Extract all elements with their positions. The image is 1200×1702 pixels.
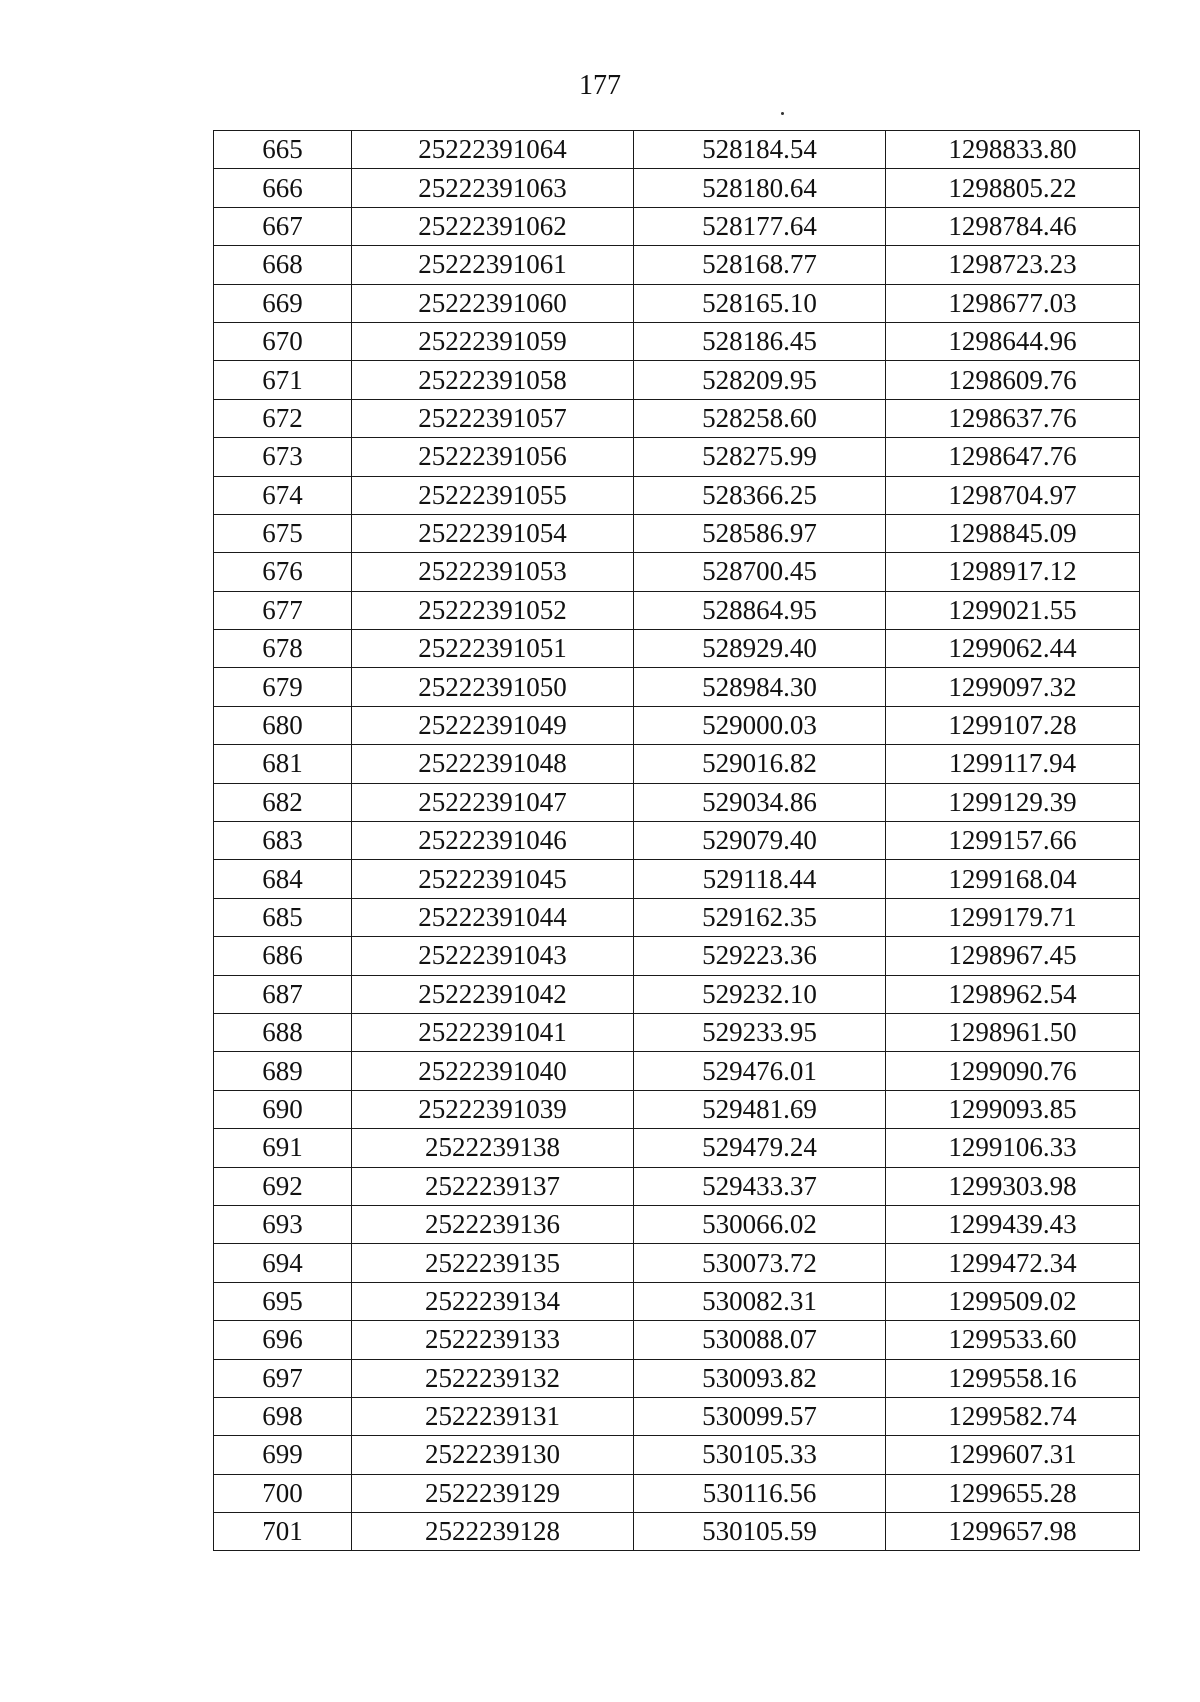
- row-number-cell: 667: [214, 207, 352, 245]
- x-coordinate-cell: 529476.01: [634, 1052, 886, 1090]
- coordinates-table: [213, 130, 1140, 1551]
- row-number-cell: 697: [214, 1359, 352, 1397]
- row-number-cell: 694: [214, 1244, 352, 1282]
- row-number-cell: 676: [214, 553, 352, 591]
- table-row: [214, 1474, 1140, 1512]
- x-coordinate-cell: 528168.77: [634, 246, 886, 284]
- y-coordinate-cell: 1299607.31: [886, 1436, 1140, 1474]
- x-coordinate-cell: 529479.24: [634, 1129, 886, 1167]
- x-coordinate-cell: 530116.56: [634, 1474, 886, 1512]
- y-coordinate-cell: 1299157.66: [886, 822, 1140, 860]
- y-coordinate-cell: 1298723.23: [886, 246, 1140, 284]
- row-number-cell: 670: [214, 322, 352, 360]
- table-row: [214, 514, 1140, 552]
- table-row: [214, 1397, 1140, 1435]
- x-coordinate-cell: 529079.40: [634, 822, 886, 860]
- table-row: [214, 476, 1140, 514]
- x-coordinate-cell: 528929.40: [634, 630, 886, 668]
- y-coordinate-cell: 1299021.55: [886, 591, 1140, 629]
- point-id-cell: 25222391043: [352, 937, 634, 975]
- y-coordinate-cell: 1299129.39: [886, 783, 1140, 821]
- y-coordinate-cell: 1299179.71: [886, 898, 1140, 936]
- table-row: [214, 1321, 1140, 1359]
- table-row: [214, 438, 1140, 476]
- point-id-cell: 2522239138: [352, 1129, 634, 1167]
- point-id-cell: 25222391041: [352, 1013, 634, 1051]
- x-coordinate-cell: 529481.69: [634, 1090, 886, 1128]
- table-row: [214, 783, 1140, 821]
- point-id-cell: 2522239137: [352, 1167, 634, 1205]
- point-id-cell: 25222391047: [352, 783, 634, 821]
- x-coordinate-cell: 529223.36: [634, 937, 886, 975]
- point-id-cell: 25222391046: [352, 822, 634, 860]
- point-id-cell: 25222391044: [352, 898, 634, 936]
- y-coordinate-cell: 1299106.33: [886, 1129, 1140, 1167]
- point-id-cell: 25222391061: [352, 246, 634, 284]
- x-coordinate-cell: 528180.64: [634, 169, 886, 207]
- row-number-cell: 681: [214, 745, 352, 783]
- point-id-cell: 25222391062: [352, 207, 634, 245]
- x-coordinate-cell: 530088.07: [634, 1321, 886, 1359]
- table-row: [214, 1090, 1140, 1128]
- row-number-cell: 700: [214, 1474, 352, 1512]
- x-coordinate-cell: 528186.45: [634, 322, 886, 360]
- point-id-cell: 25222391050: [352, 668, 634, 706]
- table-row: [214, 1013, 1140, 1051]
- point-id-cell: 2522239128: [352, 1513, 634, 1551]
- y-coordinate-cell: 1299062.44: [886, 630, 1140, 668]
- point-id-cell: 25222391057: [352, 399, 634, 437]
- point-id-cell: 25222391052: [352, 591, 634, 629]
- point-id-cell: 25222391059: [352, 322, 634, 360]
- page-number: 177: [579, 70, 621, 101]
- x-coordinate-cell: 528258.60: [634, 399, 886, 437]
- row-number-cell: 691: [214, 1129, 352, 1167]
- point-id-cell: 25222391055: [352, 476, 634, 514]
- row-number-cell: 671: [214, 361, 352, 399]
- y-coordinate-cell: 1299090.76: [886, 1052, 1140, 1090]
- row-number-cell: 685: [214, 898, 352, 936]
- y-coordinate-cell: 1298967.45: [886, 937, 1140, 975]
- x-coordinate-cell: 528177.64: [634, 207, 886, 245]
- table-row: [214, 898, 1140, 936]
- y-coordinate-cell: 1298917.12: [886, 553, 1140, 591]
- table-row: [214, 207, 1140, 245]
- row-number-cell: 668: [214, 246, 352, 284]
- point-id-cell: 25222391049: [352, 706, 634, 744]
- x-coordinate-cell: 528586.97: [634, 514, 886, 552]
- point-id-cell: 2522239132: [352, 1359, 634, 1397]
- y-coordinate-cell: 1299107.28: [886, 706, 1140, 744]
- row-number-cell: 674: [214, 476, 352, 514]
- y-coordinate-cell: 1299509.02: [886, 1282, 1140, 1320]
- table-row: [214, 1436, 1140, 1474]
- y-coordinate-cell: 1298609.76: [886, 361, 1140, 399]
- y-coordinate-cell: 1299655.28: [886, 1474, 1140, 1512]
- y-coordinate-cell: 1298962.54: [886, 975, 1140, 1013]
- point-id-cell: 2522239129: [352, 1474, 634, 1512]
- point-id-cell: 25222391048: [352, 745, 634, 783]
- table-row: [214, 745, 1140, 783]
- table-row: [214, 399, 1140, 437]
- table-row: [214, 706, 1140, 744]
- row-number-cell: 688: [214, 1013, 352, 1051]
- row-number-cell: 673: [214, 438, 352, 476]
- row-number-cell: 669: [214, 284, 352, 322]
- table-row: [214, 591, 1140, 629]
- x-coordinate-cell: 530066.02: [634, 1205, 886, 1243]
- row-number-cell: 672: [214, 399, 352, 437]
- x-coordinate-cell: 530073.72: [634, 1244, 886, 1282]
- point-id-cell: 25222391042: [352, 975, 634, 1013]
- table-row: [214, 1167, 1140, 1205]
- table-row: [214, 284, 1140, 322]
- row-number-cell: 693: [214, 1205, 352, 1243]
- point-id-cell: 25222391054: [352, 514, 634, 552]
- point-id-cell: 25222391039: [352, 1090, 634, 1128]
- point-id-cell: 25222391060: [352, 284, 634, 322]
- point-id-cell: 2522239136: [352, 1205, 634, 1243]
- x-coordinate-cell: 529000.03: [634, 706, 886, 744]
- y-coordinate-cell: 1299117.94: [886, 745, 1140, 783]
- x-coordinate-cell: 529162.35: [634, 898, 886, 936]
- y-coordinate-cell: 1299533.60: [886, 1321, 1140, 1359]
- y-coordinate-cell: 1298704.97: [886, 476, 1140, 514]
- table-row: [214, 1129, 1140, 1167]
- y-coordinate-cell: 1298647.76: [886, 438, 1140, 476]
- point-id-cell: 25222391051: [352, 630, 634, 668]
- x-coordinate-cell: 528209.95: [634, 361, 886, 399]
- row-number-cell: 666: [214, 169, 352, 207]
- row-number-cell: 696: [214, 1321, 352, 1359]
- table-row: [214, 553, 1140, 591]
- y-coordinate-cell: 1299582.74: [886, 1397, 1140, 1435]
- x-coordinate-cell: 528165.10: [634, 284, 886, 322]
- row-number-cell: 682: [214, 783, 352, 821]
- table-row: [214, 361, 1140, 399]
- row-number-cell: 701: [214, 1513, 352, 1551]
- table-row: [214, 1282, 1140, 1320]
- row-number-cell: 699: [214, 1436, 352, 1474]
- table-row: [214, 131, 1140, 169]
- point-id-cell: 2522239133: [352, 1321, 634, 1359]
- x-coordinate-cell: 529118.44: [634, 860, 886, 898]
- x-coordinate-cell: 529016.82: [634, 745, 886, 783]
- table-body: [214, 131, 1140, 1551]
- table-row: [214, 822, 1140, 860]
- x-coordinate-cell: 530093.82: [634, 1359, 886, 1397]
- row-number-cell: 683: [214, 822, 352, 860]
- scan-speck: [781, 112, 784, 115]
- table-row: [214, 1359, 1140, 1397]
- x-coordinate-cell: 529433.37: [634, 1167, 886, 1205]
- x-coordinate-cell: 528864.95: [634, 591, 886, 629]
- y-coordinate-cell: 1298644.96: [886, 322, 1140, 360]
- y-coordinate-cell: 1298961.50: [886, 1013, 1140, 1051]
- y-coordinate-cell: 1299168.04: [886, 860, 1140, 898]
- table-row: [214, 1205, 1140, 1243]
- point-id-cell: 25222391053: [352, 553, 634, 591]
- table-row: [214, 1052, 1140, 1090]
- y-coordinate-cell: 1299097.32: [886, 668, 1140, 706]
- x-coordinate-cell: 529232.10: [634, 975, 886, 1013]
- y-coordinate-cell: 1299439.43: [886, 1205, 1140, 1243]
- y-coordinate-cell: 1299472.34: [886, 1244, 1140, 1282]
- x-coordinate-cell: 528700.45: [634, 553, 886, 591]
- point-id-cell: 25222391058: [352, 361, 634, 399]
- table-row: [214, 322, 1140, 360]
- row-number-cell: 692: [214, 1167, 352, 1205]
- point-id-cell: 25222391040: [352, 1052, 634, 1090]
- table-row: [214, 246, 1140, 284]
- point-id-cell: 25222391045: [352, 860, 634, 898]
- table-row: [214, 1244, 1140, 1282]
- row-number-cell: 686: [214, 937, 352, 975]
- point-id-cell: 2522239131: [352, 1397, 634, 1435]
- x-coordinate-cell: 528275.99: [634, 438, 886, 476]
- point-id-cell: 25222391063: [352, 169, 634, 207]
- y-coordinate-cell: 1298805.22: [886, 169, 1140, 207]
- x-coordinate-cell: 530082.31: [634, 1282, 886, 1320]
- point-id-cell: 2522239130: [352, 1436, 634, 1474]
- table-row: [214, 975, 1140, 1013]
- row-number-cell: 690: [214, 1090, 352, 1128]
- row-number-cell: 677: [214, 591, 352, 629]
- y-coordinate-cell: 1298677.03: [886, 284, 1140, 322]
- x-coordinate-cell: 528366.25: [634, 476, 886, 514]
- x-coordinate-cell: 530105.33: [634, 1436, 886, 1474]
- row-number-cell: 678: [214, 630, 352, 668]
- y-coordinate-cell: 1299657.98: [886, 1513, 1140, 1551]
- x-coordinate-cell: 529233.95: [634, 1013, 886, 1051]
- y-coordinate-cell: 1298784.46: [886, 207, 1140, 245]
- y-coordinate-cell: 1299093.85: [886, 1090, 1140, 1128]
- table-row: [214, 630, 1140, 668]
- point-id-cell: 25222391056: [352, 438, 634, 476]
- table-row: [214, 860, 1140, 898]
- y-coordinate-cell: 1298833.80: [886, 131, 1140, 169]
- row-number-cell: 684: [214, 860, 352, 898]
- table-row: [214, 169, 1140, 207]
- y-coordinate-cell: 1299303.98: [886, 1167, 1140, 1205]
- x-coordinate-cell: 528984.30: [634, 668, 886, 706]
- table-row: [214, 1513, 1140, 1551]
- row-number-cell: 689: [214, 1052, 352, 1090]
- row-number-cell: 679: [214, 668, 352, 706]
- row-number-cell: 687: [214, 975, 352, 1013]
- point-id-cell: 25222391064: [352, 131, 634, 169]
- row-number-cell: 695: [214, 1282, 352, 1320]
- y-coordinate-cell: 1299558.16: [886, 1359, 1140, 1397]
- x-coordinate-cell: 529034.86: [634, 783, 886, 821]
- y-coordinate-cell: 1298637.76: [886, 399, 1140, 437]
- table-row: [214, 937, 1140, 975]
- y-coordinate-cell: 1298845.09: [886, 514, 1140, 552]
- x-coordinate-cell: 530105.59: [634, 1513, 886, 1551]
- row-number-cell: 665: [214, 131, 352, 169]
- x-coordinate-cell: 528184.54: [634, 131, 886, 169]
- point-id-cell: 2522239135: [352, 1244, 634, 1282]
- row-number-cell: 698: [214, 1397, 352, 1435]
- table-row: [214, 668, 1140, 706]
- point-id-cell: 2522239134: [352, 1282, 634, 1320]
- row-number-cell: 680: [214, 706, 352, 744]
- x-coordinate-cell: 530099.57: [634, 1397, 886, 1435]
- row-number-cell: 675: [214, 514, 352, 552]
